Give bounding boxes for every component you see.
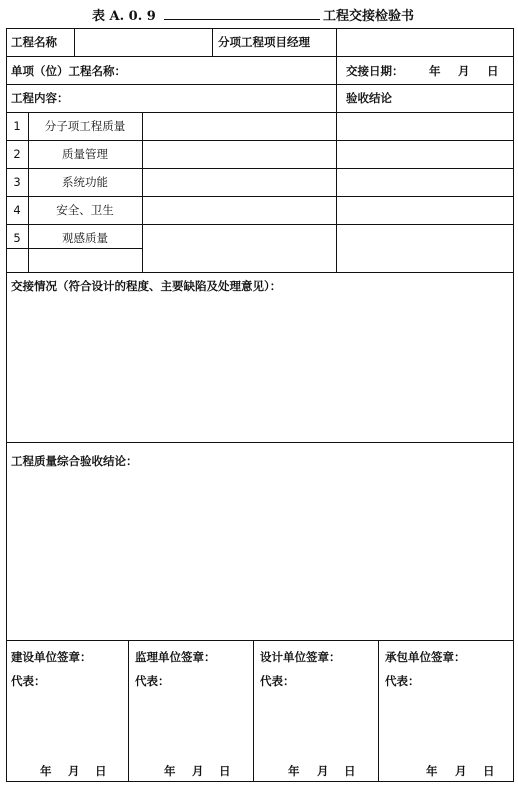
- item-name: 安全、卫生: [56, 203, 114, 217]
- item-number: 1: [13, 119, 21, 133]
- date-day: 日: [487, 64, 499, 78]
- item-name: 质量管理: [62, 147, 108, 161]
- quality-conclusion-label: 工程质量综合验收结论：: [11, 454, 138, 468]
- item-acceptance-field[interactable]: [338, 114, 511, 138]
- border-right: [513, 28, 514, 782]
- handover-label: 交接情况（符合设计的程度、主要缺陷及处理意见）：: [11, 279, 282, 293]
- row-line: [6, 640, 514, 641]
- signature-rep-label: 代表：: [385, 674, 420, 688]
- date-month: 月: [458, 64, 470, 78]
- sub-manager-label: 分项工程项目经理: [218, 35, 310, 49]
- row-line: [6, 196, 514, 197]
- divider: [378, 640, 379, 782]
- border-left: [6, 28, 7, 782]
- item-number: 2: [13, 147, 21, 161]
- divider: [142, 112, 143, 272]
- divider: [212, 28, 213, 56]
- item-content-field[interactable]: [144, 170, 334, 194]
- item-acceptance-field[interactable]: [338, 170, 511, 194]
- item-number: 4: [13, 203, 21, 217]
- signature-unit-label: 监理单位签章：: [135, 650, 216, 664]
- item-number: 3: [13, 175, 21, 189]
- sign-month: 月: [68, 764, 80, 778]
- row-line: [6, 442, 514, 443]
- acceptance-divider: [336, 56, 337, 272]
- item-acceptance-field[interactable]: [338, 226, 511, 270]
- sub-manager-field[interactable]: [338, 30, 511, 54]
- handover-form: [6, 28, 514, 782]
- unit-name-label: 单项（位）工程名称：: [11, 64, 126, 78]
- row-line: [6, 84, 514, 85]
- project-name-field[interactable]: [76, 30, 210, 54]
- table-number: 表 A. 0. 9: [92, 9, 156, 24]
- row-line: [6, 272, 514, 273]
- row-line: [6, 140, 514, 141]
- item-name: 观感质量: [62, 231, 108, 245]
- sign-year: 年: [426, 764, 438, 778]
- row-line: [6, 56, 514, 57]
- divider: [74, 28, 75, 56]
- handover-field[interactable]: [8, 296, 511, 440]
- sign-day: 日: [219, 764, 231, 778]
- item-content-field[interactable]: [144, 142, 334, 166]
- sign-day: 日: [95, 764, 107, 778]
- row-line: [6, 224, 514, 225]
- signature-rep-label: 代表：: [135, 674, 170, 688]
- sign-year: 年: [288, 764, 300, 778]
- row-line: [6, 248, 142, 249]
- sign-month: 月: [192, 764, 204, 778]
- row-line: [6, 112, 514, 113]
- divider: [336, 28, 337, 56]
- form-name: 工程交接检验书: [323, 9, 415, 24]
- content-label: 工程内容：: [11, 91, 69, 105]
- row-line: [6, 168, 514, 169]
- handover-date-label: 交接日期：: [346, 64, 404, 78]
- acceptance-label: 验收结论: [346, 91, 392, 105]
- date-year: 年: [429, 64, 441, 78]
- signature-rep-label: 代表：: [260, 674, 295, 688]
- sign-day: 日: [483, 764, 495, 778]
- item-name: 系统功能: [62, 175, 108, 189]
- project-name-label: 工程名称: [11, 35, 57, 49]
- sign-month: 月: [317, 764, 329, 778]
- quality-conclusion-field[interactable]: [8, 472, 511, 638]
- signature-unit-label: 承包单位签章：: [385, 650, 466, 664]
- signature-rep-label: 代表：: [11, 674, 46, 688]
- border-bottom: [6, 781, 514, 782]
- signature-unit-label: 建设单位签章：: [11, 650, 92, 664]
- sign-year: 年: [40, 764, 52, 778]
- item-content-field[interactable]: [144, 226, 334, 270]
- border-top: [6, 28, 514, 29]
- divider: [253, 640, 254, 782]
- item-content-field[interactable]: [144, 198, 334, 222]
- item-name: 分子项工程质量: [44, 119, 126, 133]
- sign-day: 日: [344, 764, 356, 778]
- sign-month: 月: [455, 764, 467, 778]
- divider: [128, 640, 129, 782]
- title-blank-line[interactable]: [164, 19, 320, 20]
- item-number: 5: [13, 231, 21, 245]
- form-title: [0, 0, 518, 24]
- item-acceptance-field[interactable]: [338, 142, 511, 166]
- item-acceptance-field[interactable]: [338, 198, 511, 222]
- sign-year: 年: [164, 764, 176, 778]
- signature-unit-label: 设计单位签章：: [260, 650, 341, 664]
- item-content-field[interactable]: [144, 114, 334, 138]
